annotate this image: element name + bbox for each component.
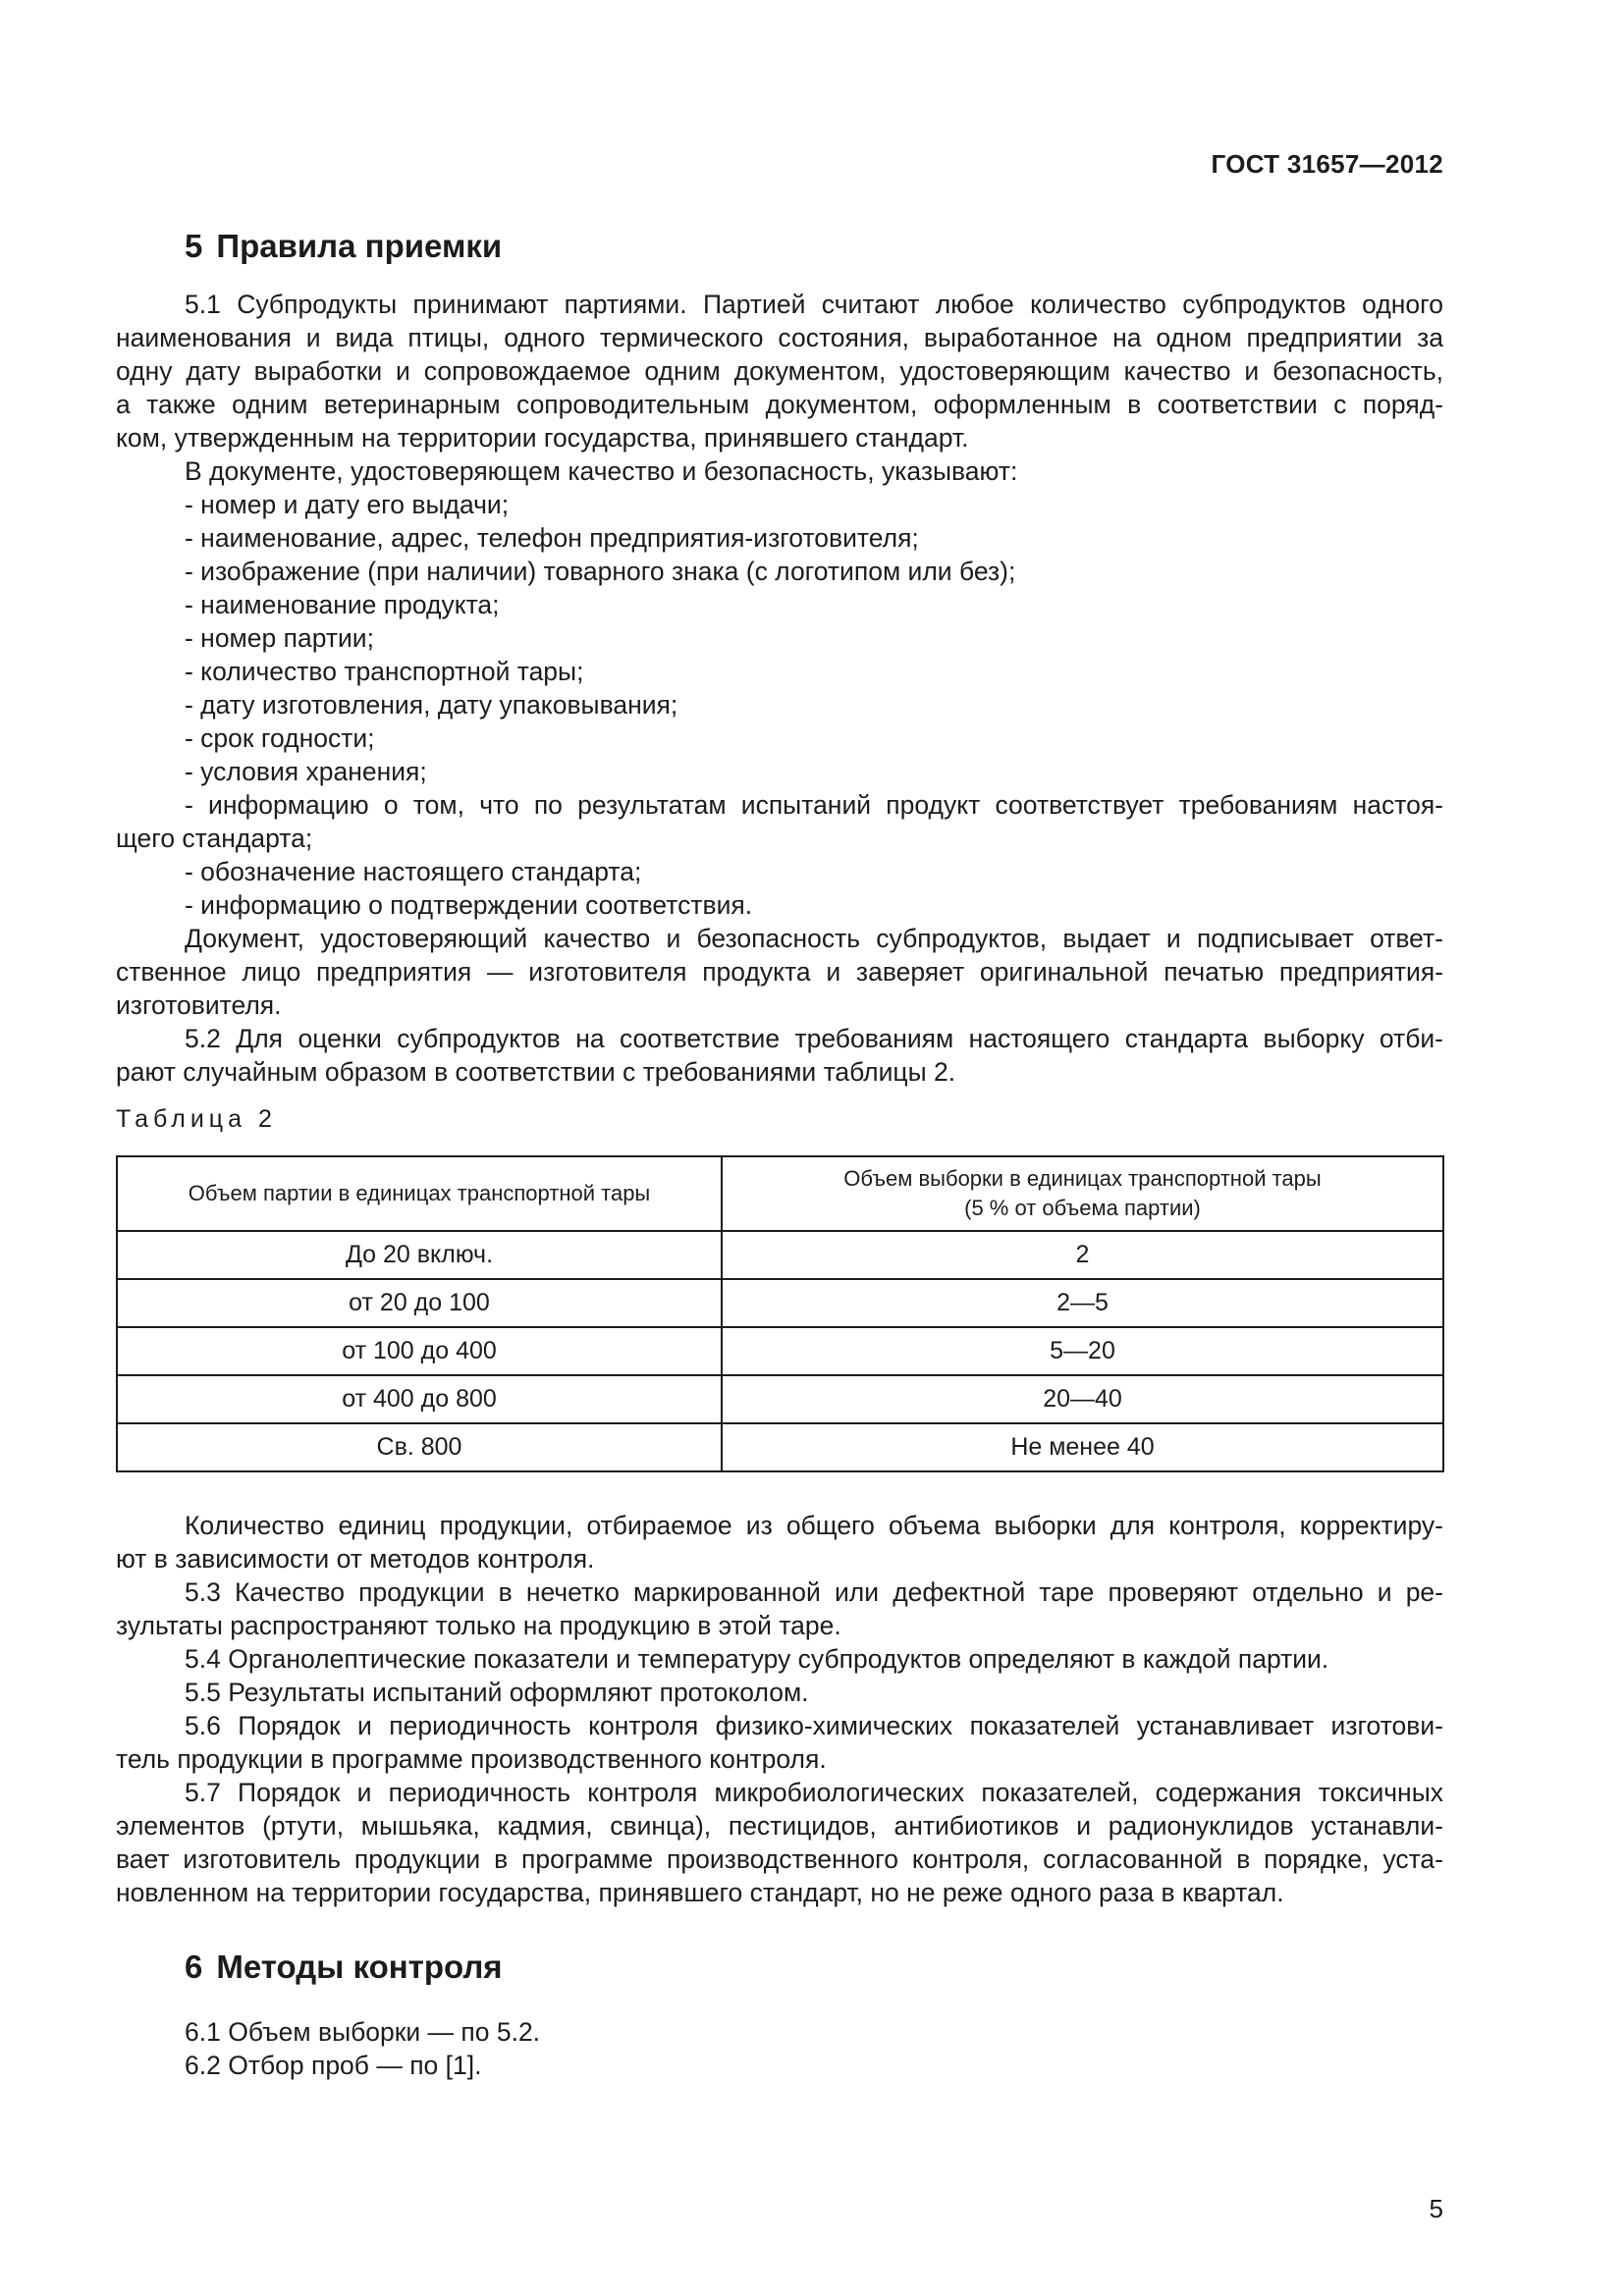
page-number: 5 — [1429, 2194, 1443, 2223]
text-line: одну дату выработки и сопровождаемое одним документом, удостоверяющим качество и безопасность, — [116, 356, 1443, 386]
list-item: - обозначение настоящего стандарта; — [185, 857, 642, 886]
text-line: вает изготовитель продукции в программе производственного контроля, согласованной в порядке, уста- — [116, 1844, 1443, 1874]
text-line: тель продукции в программе производственного контроля. — [116, 1744, 827, 1774]
section-6-title — [185, 1949, 503, 1986]
section-5-title — [185, 228, 502, 265]
text-line: 5.6 Порядок и периодичность контроля физико-химических показателей устанавливает изготови- — [185, 1711, 1443, 1740]
paragraph-5-2 — [116, 1022, 1443, 1089]
list-item: - дату изготовления, дату упаковывания; — [185, 690, 678, 720]
column-header-sample-size-line: Объем выборки в единицах транспортной тары — [843, 1166, 1322, 1191]
table-row — [117, 1279, 1443, 1327]
lot-size-cell: от 100 до 400 — [117, 1327, 722, 1375]
text-line: 5.3 Качество продукции в нечетко маркированной или дефектной таре проверяют отдельно и ре- — [185, 1577, 1443, 1607]
sample-size-cell: 2—5 — [722, 1279, 1443, 1327]
text-line: щего стандарта; — [116, 824, 313, 853]
section-6-body — [116, 2015, 1443, 2082]
paragraph-5-1 — [116, 288, 1443, 454]
list-item: - номер и дату его выдачи; — [185, 490, 510, 519]
table-header-row — [117, 1156, 1443, 1231]
section-5-number: 5 — [185, 228, 203, 264]
text-line: наименования и вида птицы, одного термического состояния, выработанное на одном предприятии за — [116, 323, 1443, 352]
list-item: - изображение (при наличии) товарного знака (с логотипом или без); — [185, 557, 1016, 586]
table-row — [117, 1327, 1443, 1375]
text-line: зультаты распространяют только на продукцию в этой таре. — [116, 1611, 841, 1640]
text-line: 5.2 Для оценки субпродуктов на соответствие требованиям настоящего стандарта выборку отби- — [185, 1024, 1443, 1053]
paragraph-6-2: 6.2 Отбор проб — по [1]. — [185, 2051, 482, 2080]
sample-size-cell: 20—40 — [722, 1375, 1443, 1423]
text-line: изготовителя. — [116, 990, 282, 1020]
document-code: ГОСТ 31657—2012 — [1211, 149, 1443, 179]
lot-size-cell: До 20 включ. — [117, 1231, 722, 1279]
text-line: ком, утвержденным на территории государства, принявшего стандарт. — [116, 423, 969, 453]
list-item: - информацию о том, что по результатам испытаний продукт соответствует требованиям настоя- — [185, 790, 1443, 820]
sample-size-table — [116, 1155, 1444, 1472]
paragraph-6-1: 6.1 Объем выборки — по 5.2. — [185, 2017, 541, 2047]
lot-size-cell: Св. 800 — [117, 1423, 722, 1471]
text-line: ственное лицо предприятия — изготовителя продукта и заверяет оригинальной печатью предприятия- — [116, 957, 1443, 987]
paragraph-5-5: 5.5 Результаты испытаний оформляют протоколом. — [185, 1678, 809, 1707]
section-6-heading: Методы контроля — [216, 1949, 503, 1985]
column-header-sample-size-note: (5 % от объема партии) — [964, 1196, 1201, 1220]
lot-size-cell: от 20 до 100 — [117, 1279, 722, 1327]
text-line: ют в зависимости от методов контроля. — [116, 1544, 595, 1574]
sample-size-cell: 5—20 — [722, 1327, 1443, 1375]
text-line: рают случайным образом в соответствии с требованиями таблицы 2. — [116, 1057, 956, 1087]
sample-size-cell: Не менее 40 — [722, 1423, 1443, 1471]
text-line: новленном на территории государства, принявшего стандарт, но не реже одного раза в квартал. — [116, 1878, 1284, 1907]
section-5-heading: Правила приемки — [216, 228, 503, 264]
document-contents-list — [116, 488, 1443, 922]
paragraph-5-6 — [116, 1709, 1443, 1776]
table-row — [117, 1231, 1443, 1279]
text-line: 5.1 Субпродукты принимают партиями. Партией считают любое количество субпродуктов одного — [185, 290, 1443, 319]
text-line: Документ, удостоверяющий качество и безопасность субпродуктов, выдает и подписывает ответ- — [185, 924, 1443, 953]
list-item: - номер партии; — [185, 623, 374, 653]
paragraph-5-7 — [116, 1776, 1443, 1909]
text-line: 5.7 Порядок и периодичность контроля микробиологических показателей, содержания токсичных — [185, 1778, 1443, 1807]
paragraph-quantity — [116, 1509, 1443, 1575]
sample-size-cell: 2 — [722, 1231, 1443, 1279]
section-5-body — [116, 288, 1443, 1089]
text-line: а также одним ветеринарным сопроводительным документом, оформленным в соответствии с поряд- — [116, 390, 1443, 419]
list-item: - количество транспортной тары; — [185, 657, 584, 686]
section-6-number: 6 — [185, 1949, 203, 1985]
paragraph-5-3 — [116, 1575, 1443, 1642]
post-table-body — [116, 1509, 1443, 1909]
paragraph-document-signing — [116, 922, 1443, 1022]
list-item: - срок годности; — [185, 723, 375, 753]
table-row — [117, 1423, 1443, 1471]
paragraph-5-4: 5.4 Органолептические показатели и температуру субпродуктов определяют в каждой партии. — [185, 1644, 1329, 1674]
list-item: - наименование, адрес, телефон предприятия-изготовителя; — [185, 523, 919, 553]
table-caption: Таблица 2 — [116, 1105, 277, 1133]
list-item: - условия хранения; — [185, 757, 427, 786]
text-line: элементов (ртути, мышьяка, кадмия, свинца), пестицидов, антибиотиков и радионуклидов устанавли- — [116, 1811, 1443, 1841]
list-item: - наименование продукта; — [185, 590, 500, 619]
table-row — [117, 1375, 1443, 1423]
column-header-sample-size — [722, 1156, 1443, 1231]
text-line: Количество единиц продукции, отбираемое из общего объема выборки для контроля, корректиру- — [185, 1511, 1443, 1540]
lot-size-cell: от 400 до 800 — [117, 1375, 722, 1423]
column-header-lot-size: Объем партии в единицах транспортной тары — [117, 1156, 722, 1231]
document-intro: В документе, удостоверяющем качество и безопасность, указывают: — [185, 456, 1018, 486]
list-item: - информацию о подтверждении соответствия. — [185, 890, 753, 920]
